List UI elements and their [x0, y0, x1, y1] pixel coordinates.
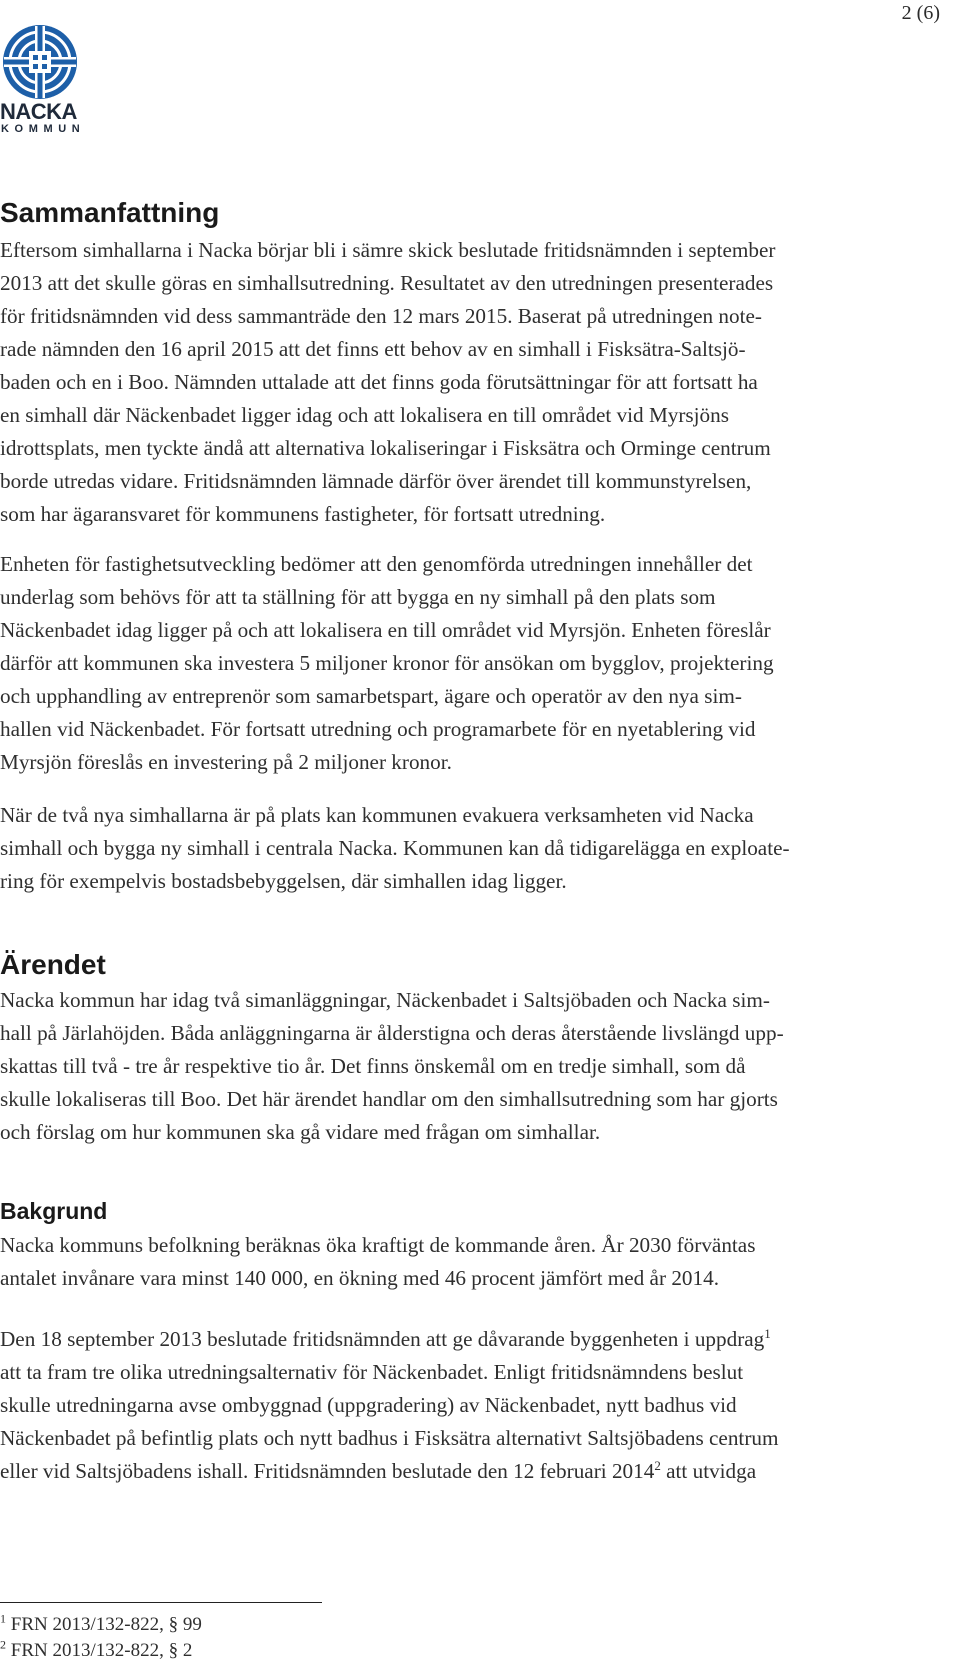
paragraph-bakgrund-1 — [0, 1229, 960, 1295]
text-line: rade nämnden den 16 april 2015 att det finns ett behov av en simhall i Fisksätra-Saltsjö- — [0, 337, 746, 361]
text-line: underlag som behövs för att ta ställning för att bygga en ny simhall på den plats som — [0, 585, 716, 609]
text-line: Näckenbadet på befintlig plats och nytt badhus i Fisksätra alternativt Saltsjöbadens centrum — [0, 1426, 779, 1450]
text-line: baden och en i Boo. Nämnden uttalade att det finns goda förutsättningar för att fortsatt ha — [0, 370, 758, 394]
text-line: 2013 att det skulle göras en simhallsutredning. Resultatet av den utredningen presenterades — [0, 271, 774, 295]
footnote — [0, 1638, 400, 1664]
section-heading-bakgrund: Bakgrund — [0, 1198, 108, 1224]
text-line: en simhall där Näckenbadet ligger idag och att lokalisera en till området vid Myrsjöns — [0, 403, 729, 427]
nacka-kommun-logo — [0, 22, 86, 137]
logo-subtitle: KOMMUN — [1, 123, 86, 135]
paragraph-sammanfattning-2 — [0, 548, 960, 779]
text-run: eller vid Saltsjöbadens ishall. Fritidsnämnden beslutade den 12 februari 2014 — [0, 1459, 655, 1483]
text-line: och förslag om hur kommunen ska gå vidare med frågan om simhallar. — [0, 1120, 601, 1144]
section-heading-arendet: Ärendet — [0, 949, 106, 980]
text-line: idrottsplats, men tyckte ändå att alternativa lokaliseringar i Fisksätra och Orminge centrum — [0, 436, 771, 460]
footnote-text: FRN 2013/132-822, § 99 — [6, 1614, 202, 1635]
text-line: skulle utredningarna avse ombyggnad (uppgradering) av Näckenbadet, nytt badhus vid — [0, 1393, 737, 1417]
text-line: borde utredas vidare. Fritidsnämnden lämnade därför över ärendet till kommunstyrelsen, — [0, 469, 752, 493]
text-line — [0, 1323, 960, 1356]
footnote-text: FRN 2013/132-822, § 2 — [6, 1640, 193, 1661]
text-line: Enheten för fastighetsutveckling bedömer att den genomförda utredningen innehåller det — [0, 552, 753, 576]
text-line: skattas till två - tre år respektive tio år. Det finns önskemål om en tredje simhall, som då — [0, 1054, 746, 1078]
logo-name: NACKA — [0, 99, 77, 124]
text-line — [0, 1455, 960, 1488]
text-run: Den 18 september 2013 beslutade fritidsnämnden att ge dåvarande byggenheten i uppdrag — [0, 1327, 765, 1351]
section-heading-sammanfattning: Sammanfattning — [0, 197, 220, 228]
paragraph-arendet-1 — [0, 984, 960, 1149]
text-line: När de två nya simhallarna är på plats kan kommunen evakuera verksamheten vid Nacka — [0, 803, 754, 827]
text-line: att ta fram tre olika utredningsalternativ för Näckenbadet. Enligt fritidsnämndens beslut — [0, 1360, 744, 1384]
text-line: och upphandling av entreprenör som samarbetspart, ägare och operatör av den nya sim- — [0, 684, 742, 708]
text-line: därför att kommunen ska investera 5 miljoner kronor för ansökan om bygglov, projektering — [0, 651, 774, 675]
footnote-reference[interactable]: 2 — [654, 1457, 661, 1473]
footnote-number: 1 — [0, 1611, 6, 1626]
text-line: skulle lokaliseras till Boo. Det här ärendet handlar om den simhallsutredning som har gjorts — [0, 1087, 778, 1111]
text-line: hallen vid Näckenbadet. För fortsatt utredning och programarbete för en nyetablering vid — [0, 717, 756, 741]
footnotes — [0, 1612, 400, 1664]
footnote — [0, 1612, 400, 1638]
text-line: Myrsjön föreslås en investering på 2 miljoner kronor. — [0, 750, 452, 774]
text-line: hall på Järlahöjden. Båda anläggningarna är ålderstigna och deras återstående livslängd upp- — [0, 1021, 784, 1045]
text-line: Näckenbadet idag ligger på och att lokalisera en till området vid Myrsjön. Enheten föreslår — [0, 618, 771, 642]
footnote-number: 2 — [0, 1637, 6, 1652]
text-line: som har ägaransvaret för kommunens fastigheter, för fortsatt utredning. — [0, 502, 606, 526]
footnote-divider — [0, 1602, 322, 1603]
text-line: Eftersom simhallarna i Nacka börjar bli i sämre skick beslutade fritidsnämnden i september — [0, 238, 776, 262]
text-line: Nacka kommuns befolkning beräknas öka kraftigt de kommande åren. År 2030 förväntas — [0, 1233, 756, 1257]
text-line: antalet invånare vara minst 140 000, en ökning med 46 procent jämfört med år 2014. — [0, 1266, 719, 1290]
text-line: simhall och bygga ny simhall i centrala Nacka. Kommunen kan då tidigarelägga en exploate- — [0, 836, 790, 860]
paragraph-sammanfattning-3 — [0, 799, 960, 898]
paragraph-bakgrund-2 — [0, 1323, 960, 1488]
nacka-coat-of-arms-icon — [0, 22, 80, 102]
text-run: att utvidga — [660, 1459, 757, 1483]
footnote-reference[interactable]: 1 — [764, 1325, 771, 1341]
text-line: Nacka kommun har idag två simanläggningar, Näckenbadet i Saltsjöbaden och Nacka sim- — [0, 988, 770, 1012]
text-line: ring för exempelvis bostadsbebyggelsen, där simhallen idag ligger. — [0, 869, 567, 893]
page-number: 2 (6) — [901, 2, 940, 24]
text-line: för fritidsnämnden vid dess sammanträde den 12 mars 2015. Baserat på utredningen note- — [0, 304, 762, 328]
paragraph-sammanfattning-1 — [0, 234, 960, 531]
